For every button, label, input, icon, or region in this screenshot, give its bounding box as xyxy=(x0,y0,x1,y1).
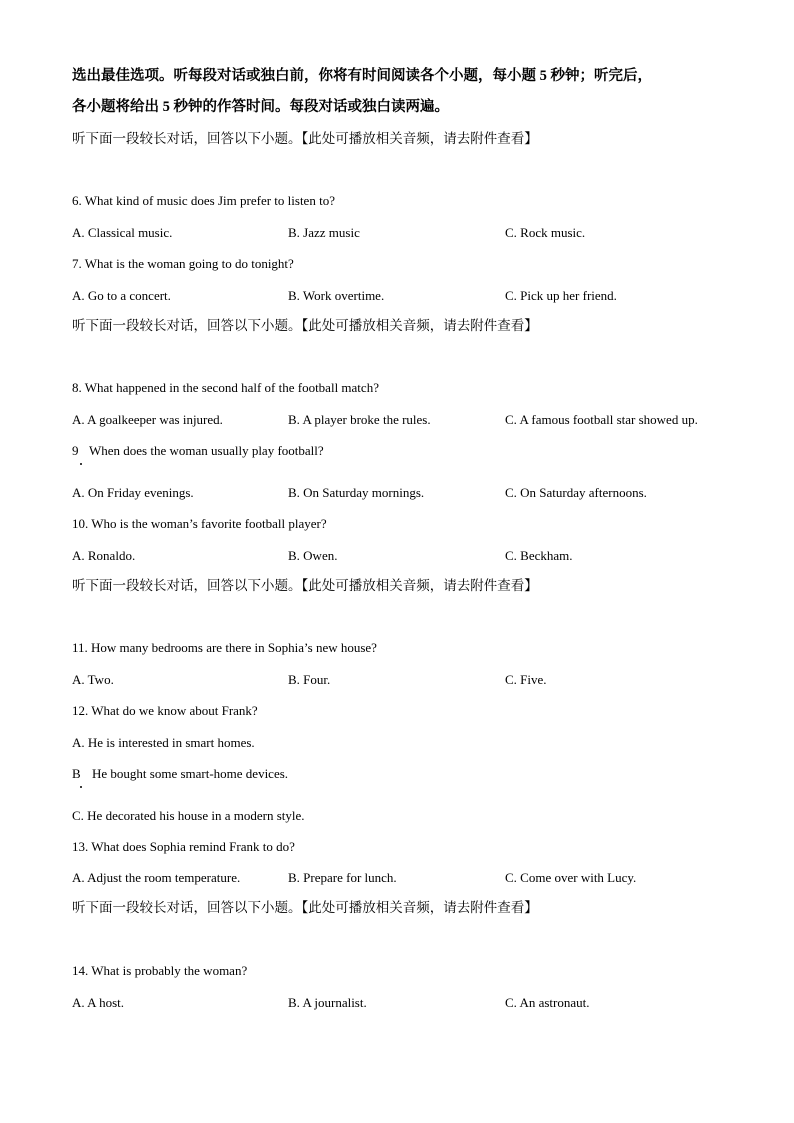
question-7: 7. What is the woman going to do tonight? xyxy=(72,256,294,271)
q13-option-a: A. Adjust the room temperature. xyxy=(72,870,241,885)
q9-option-c: C. On Saturday afternoons. xyxy=(505,485,647,500)
q13-option-b: B. Prepare for lunch. xyxy=(288,870,397,885)
stray-dot xyxy=(80,786,82,788)
q9-option-a: A. On Friday evenings. xyxy=(72,485,194,500)
question-12: 12. What do we know about Frank? xyxy=(72,703,258,718)
instructions-line-2: 各小题将给出 5 秒钟的作答时间。每段对话或独白读两遍。 xyxy=(72,99,449,115)
section-note: 听下面一段较长对话，回答以下小题。【此处可播放相关音频，请去附件查看】 xyxy=(72,578,538,593)
q11-option-c: C. Five. xyxy=(505,672,547,687)
section-note: 听下面一段较长对话，回答以下小题。【此处可播放相关音频，请去附件查看】 xyxy=(72,900,538,915)
q7-option-a: A. Go to a concert. xyxy=(72,288,171,303)
q7-option-b: B. Work overtime. xyxy=(288,288,385,303)
q11-option-b: B. Four. xyxy=(288,672,331,687)
q12-option-b: He bought some smart-home devices. xyxy=(92,766,289,781)
instructions-line-1: 选出最佳选项。听每段对话或独白前，你将有时间阅读各个小题，每小题 5 秒钟；听完后， xyxy=(72,68,652,84)
q9-option-b: B. On Saturday mornings. xyxy=(288,485,425,500)
question-8: 8. What happened in the second half of the football match? xyxy=(72,380,379,395)
question-11: 11. How many bedrooms are there in Sophia’s new house? xyxy=(72,640,377,655)
q7-option-c: C. Pick up her friend. xyxy=(505,288,617,303)
question-14: 14. What is probably the woman? xyxy=(72,963,248,978)
question-13: 13. What does Sophia remind Frank to do? xyxy=(72,839,295,854)
q6-option-a: A. Classical music. xyxy=(72,225,173,240)
q11-option-a: A. Two. xyxy=(72,672,114,687)
question-9: When does the woman usually play football? xyxy=(89,443,324,458)
stray-dot xyxy=(80,463,82,465)
q12-option-c: C. He decorated his house in a modern style. xyxy=(72,808,305,823)
q8-option-a: A. A goalkeeper was injured. xyxy=(72,412,223,427)
section-note: 听下面一段较长对话，回答以下小题。【此处可播放相关音频，请去附件查看】 xyxy=(72,131,538,146)
q8-option-b: B. A player broke the rules. xyxy=(288,412,431,427)
q13-option-c: C. Come over with Lucy. xyxy=(505,870,637,885)
q12-option-b-letter: B xyxy=(72,766,81,781)
section-note: 听下面一段较长对话，回答以下小题。【此处可播放相关音频，请去附件查看】 xyxy=(72,318,538,333)
q12-option-a: A. He is interested in smart homes. xyxy=(72,735,255,750)
q10-option-c: C. Beckham. xyxy=(505,548,573,563)
question-9-number: 9 xyxy=(72,443,79,458)
q10-option-b: B. Owen. xyxy=(288,548,338,563)
question-6: 6. What kind of music does Jim prefer to listen to? xyxy=(72,193,335,208)
q8-option-c: C. A famous football star showed up. xyxy=(505,412,698,427)
q14-option-c: C. An astronaut. xyxy=(505,995,590,1010)
q10-option-a: A. Ronaldo. xyxy=(72,548,136,563)
q6-option-b: B. Jazz music xyxy=(288,225,360,240)
q6-option-c: C. Rock music. xyxy=(505,225,586,240)
q14-option-b: B. A journalist. xyxy=(288,995,367,1010)
q14-option-a: A. A host. xyxy=(72,995,125,1010)
question-10: 10. Who is the woman’s favorite football player? xyxy=(72,516,327,531)
